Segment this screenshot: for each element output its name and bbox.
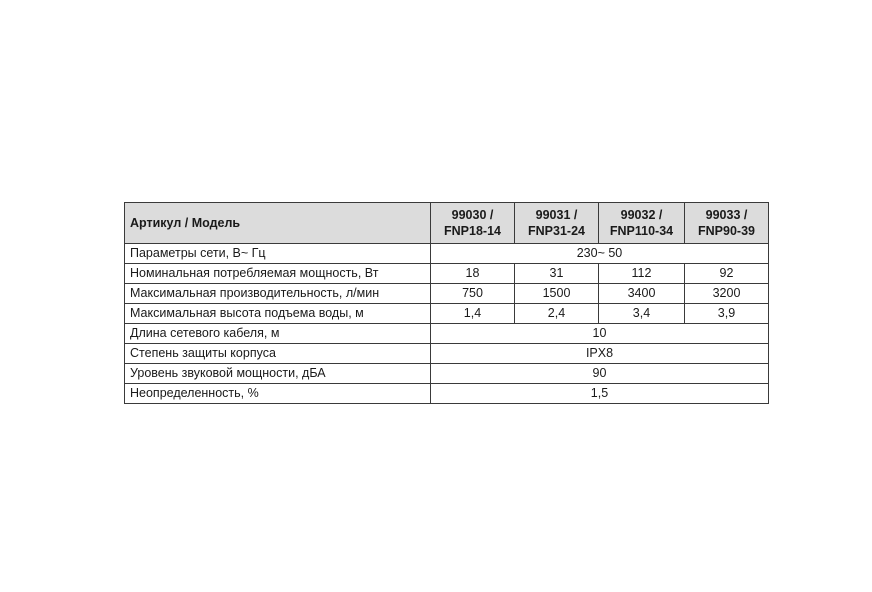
value-cell: 31 — [515, 264, 599, 284]
table-row — [125, 324, 769, 344]
param-label: Параметры сети, В~ Гц — [125, 244, 431, 264]
table-row — [125, 344, 769, 364]
param-label: Максимальная производительность, л/мин — [125, 284, 431, 304]
shared-value: 230~ 50 — [431, 244, 769, 264]
model-header — [685, 203, 769, 244]
value-cell: 3400 — [599, 284, 685, 304]
value-cell: 3,4 — [599, 304, 685, 324]
value-cell: 3,9 — [685, 304, 769, 324]
model-name: FNP110-34 — [609, 224, 674, 238]
shared-value: 90 — [431, 364, 769, 384]
model-header — [599, 203, 685, 244]
article-number: 99030 / — [451, 208, 494, 222]
shared-value: IPX8 — [431, 344, 769, 364]
header-label: Артикул / Модель — [125, 203, 431, 244]
table-row — [125, 264, 769, 284]
table-row — [125, 304, 769, 324]
article-number: 99032 / — [620, 208, 663, 222]
value-cell: 112 — [599, 264, 685, 284]
article-number: 99031 / — [535, 208, 578, 222]
value-cell: 1500 — [515, 284, 599, 304]
param-label: Неопределенность, % — [125, 384, 431, 404]
model-name: FNP90-39 — [698, 224, 755, 238]
spec-table — [124, 202, 769, 404]
value-cell: 2,4 — [515, 304, 599, 324]
table-header-row — [125, 203, 769, 244]
param-label: Максимальная высота подъема воды, м — [125, 304, 431, 324]
article-number: 99033 / — [705, 208, 748, 222]
value-cell: 1,4 — [431, 304, 515, 324]
model-header — [431, 203, 515, 244]
model-name: FNP31-24 — [528, 224, 585, 238]
param-label: Длина сетевого кабеля, м — [125, 324, 431, 344]
param-label: Номинальная потребляемая мощность, Вт — [125, 264, 431, 284]
table-row — [125, 364, 769, 384]
shared-value: 10 — [431, 324, 769, 344]
value-cell: 18 — [431, 264, 515, 284]
param-label: Уровень звуковой мощности, дБА — [125, 364, 431, 384]
value-cell: 3200 — [685, 284, 769, 304]
model-header — [515, 203, 599, 244]
shared-value: 1,5 — [431, 384, 769, 404]
param-label: Степень защиты корпуса — [125, 344, 431, 364]
table-row — [125, 384, 769, 404]
table-row — [125, 284, 769, 304]
value-cell: 750 — [431, 284, 515, 304]
table-row — [125, 244, 769, 264]
model-name: FNP18-14 — [444, 224, 501, 238]
value-cell: 92 — [685, 264, 769, 284]
